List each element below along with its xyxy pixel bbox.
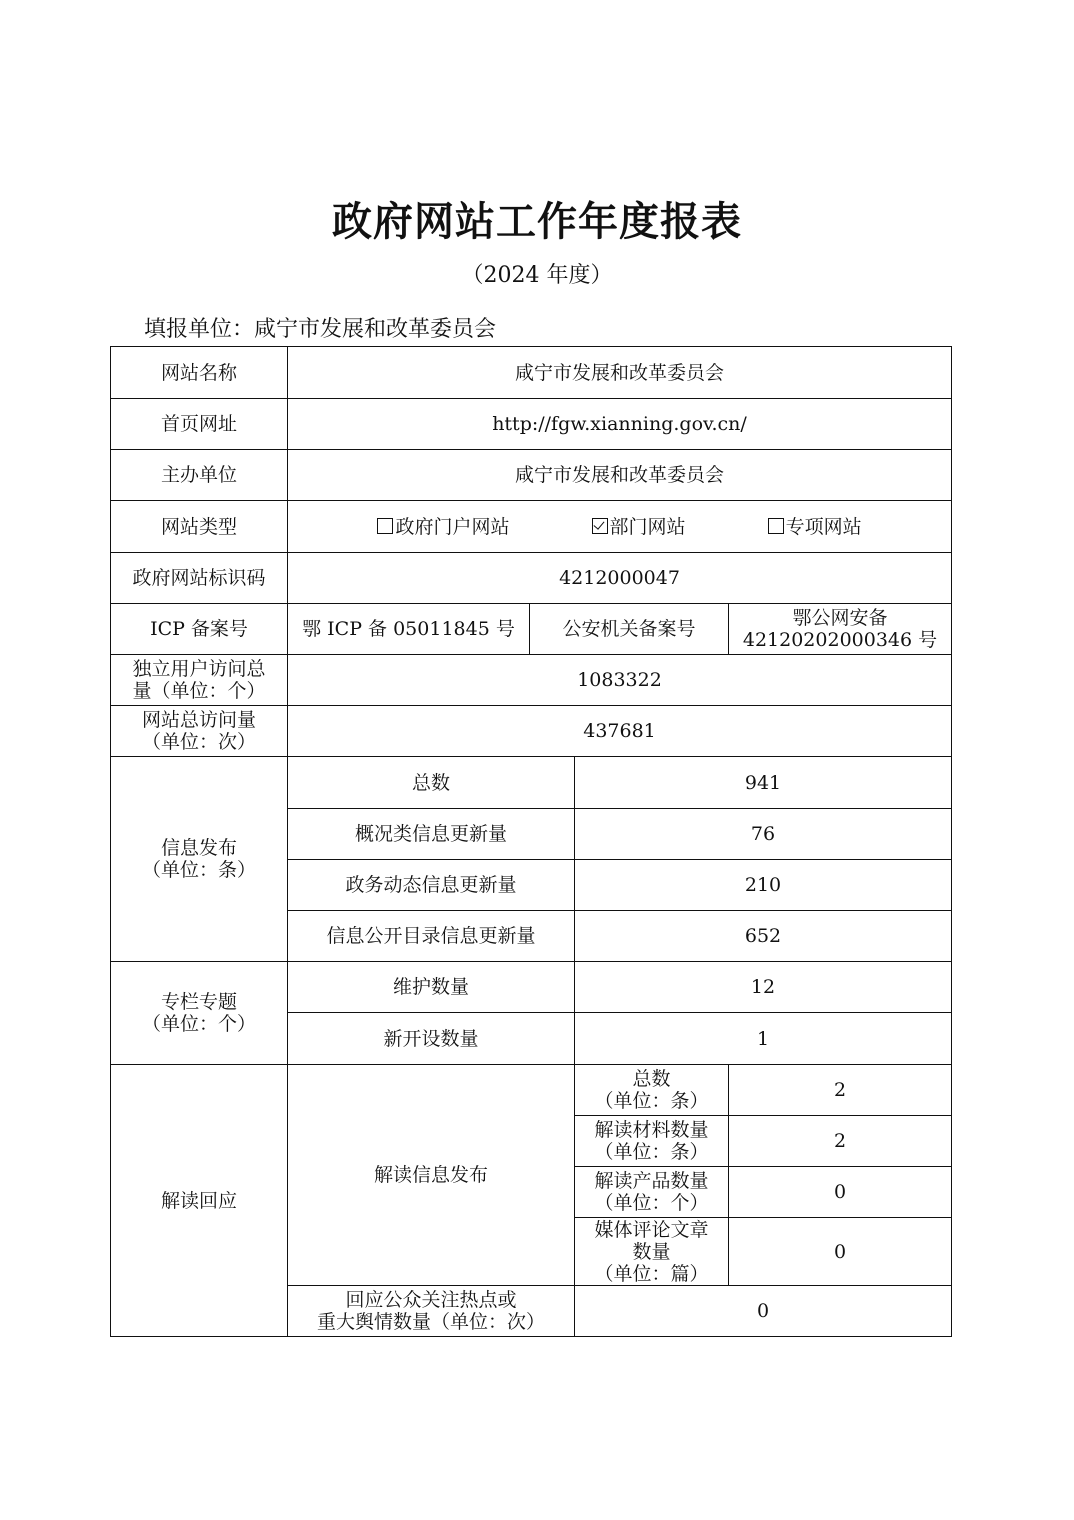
option-department-label: 部门网站: [609, 515, 686, 538]
police-record-label: 公安机关备案号: [530, 604, 729, 655]
unique-visitors-label-line2: 量（单位：个）: [132, 680, 266, 702]
interp-item-label: [575, 1167, 729, 1218]
interp-item-value: 2: [729, 1065, 952, 1116]
icp-value: 鄂 ICP 备 05011845 号: [288, 604, 530, 655]
hotspot-label-line1: 回应公众关注热点或: [345, 1289, 517, 1311]
columns-label-line1: 专栏专题: [160, 991, 237, 1013]
unique-visitors-label: [111, 655, 288, 706]
info-item-value: 941: [575, 757, 952, 809]
site-name-value: 咸宁市发展和改革委员会: [288, 347, 952, 399]
checkbox-portal: [377, 518, 393, 534]
total-visits-label-line1: 网站总访问量: [141, 709, 256, 731]
info-item-value: 652: [575, 911, 952, 962]
homepage-value: http://fgw.xianning.gov.cn/: [288, 399, 952, 450]
interp-item-line1: 总数: [632, 1068, 671, 1090]
row-site-name: [111, 347, 952, 399]
columns-label: [111, 962, 288, 1065]
option-special: [768, 516, 862, 538]
row-interp-total: [111, 1065, 952, 1116]
total-visits-label: [111, 706, 288, 757]
hotspot-label-line2: 重大舆情数量（单位：次）: [316, 1311, 545, 1333]
interpretation-release-label: 解读信息发布: [288, 1065, 575, 1286]
interp-item-line1: 解读产品数量: [594, 1170, 709, 1192]
site-name-label: 网站名称: [111, 347, 288, 399]
hotspot-value: 0: [575, 1286, 952, 1337]
total-visits-label-line2: （单位：次）: [141, 731, 256, 753]
info-item-label: 概况类信息更新量: [288, 809, 575, 860]
sponsor-value: 咸宁市发展和改革委员会: [288, 450, 952, 501]
checkbox-department-checked: [592, 518, 608, 534]
report-title: 政府网站工作年度报表: [332, 198, 742, 245]
columns-item-value: 1: [575, 1013, 952, 1065]
unique-visitors-value: 1083322: [288, 655, 952, 706]
filing-unit: 填报单位：咸宁市发展和改革委员会: [144, 317, 497, 342]
info-item-value: 76: [575, 809, 952, 860]
info-release-label-line1: 信息发布: [160, 837, 237, 859]
option-portal-label: 政府门户网站: [395, 515, 510, 538]
interp-item-value: 0: [729, 1218, 952, 1286]
columns-item-label: 新开设数量: [288, 1013, 575, 1065]
columns-item-value: 12: [575, 962, 952, 1013]
interp-item-label: [575, 1218, 729, 1286]
option-department: [592, 516, 686, 538]
site-type-options: [288, 501, 952, 553]
sponsor-label: 主办单位: [111, 450, 288, 501]
info-item-label: 信息公开目录信息更新量: [288, 911, 575, 962]
interp-item-line1: 媒体评论文章: [594, 1218, 709, 1241]
interp-item-line2: （单位：个）: [594, 1192, 709, 1214]
interp-item-line2: 数量: [632, 1240, 671, 1263]
site-id-value: 4212000047: [288, 553, 952, 604]
row-homepage: [111, 399, 952, 450]
row-sponsor: [111, 450, 952, 501]
police-record-value: [729, 604, 952, 655]
police-record-line2: 42120202000346 号: [742, 629, 938, 651]
option-portal: [377, 516, 509, 538]
row-icp: [111, 604, 952, 655]
police-record-line1: 鄂公网安备: [792, 607, 888, 629]
interp-item-line2: （单位：条）: [594, 1141, 709, 1163]
columns-label-line2: （单位：个）: [141, 1013, 256, 1035]
info-release-label: [111, 757, 288, 962]
interp-item-line1: 解读材料数量: [594, 1119, 709, 1141]
row-info-total: [111, 757, 952, 809]
icp-label: ICP 备案号: [111, 604, 288, 655]
total-visits-value: 437681: [288, 706, 952, 757]
interp-item-line3: （单位：篇）: [594, 1262, 709, 1285]
interp-item-line2: （单位：条）: [594, 1090, 709, 1112]
row-unique-visitors: [111, 655, 952, 706]
unique-visitors-label-line1: 独立用户访问总: [132, 658, 266, 680]
interpretation-label: 解读回应: [111, 1065, 288, 1337]
row-site-type: [111, 501, 952, 553]
report-table: [110, 346, 952, 1337]
site-id-label: 政府网站标识码: [111, 553, 288, 604]
checkbox-special: [768, 518, 784, 534]
site-type-label: 网站类型: [111, 501, 288, 553]
interp-item-label: [575, 1065, 729, 1116]
row-columns-maintained: [111, 962, 952, 1013]
info-release-label-line2: （单位：条）: [141, 859, 256, 881]
hotspot-label: [288, 1286, 575, 1337]
row-total-visits: [111, 706, 952, 757]
option-special-label: 专项网站: [785, 515, 862, 538]
columns-item-label: 维护数量: [288, 962, 575, 1013]
report-year: （2024 年度）: [461, 263, 613, 288]
info-item-label: 政务动态信息更新量: [288, 860, 575, 911]
homepage-label: 首页网址: [111, 399, 288, 450]
interp-item-label: [575, 1116, 729, 1167]
info-item-label: 总数: [288, 757, 575, 809]
interp-item-value: 2: [729, 1116, 952, 1167]
row-site-id: [111, 553, 952, 604]
interp-item-value: 0: [729, 1167, 952, 1218]
info-item-value: 210: [575, 860, 952, 911]
